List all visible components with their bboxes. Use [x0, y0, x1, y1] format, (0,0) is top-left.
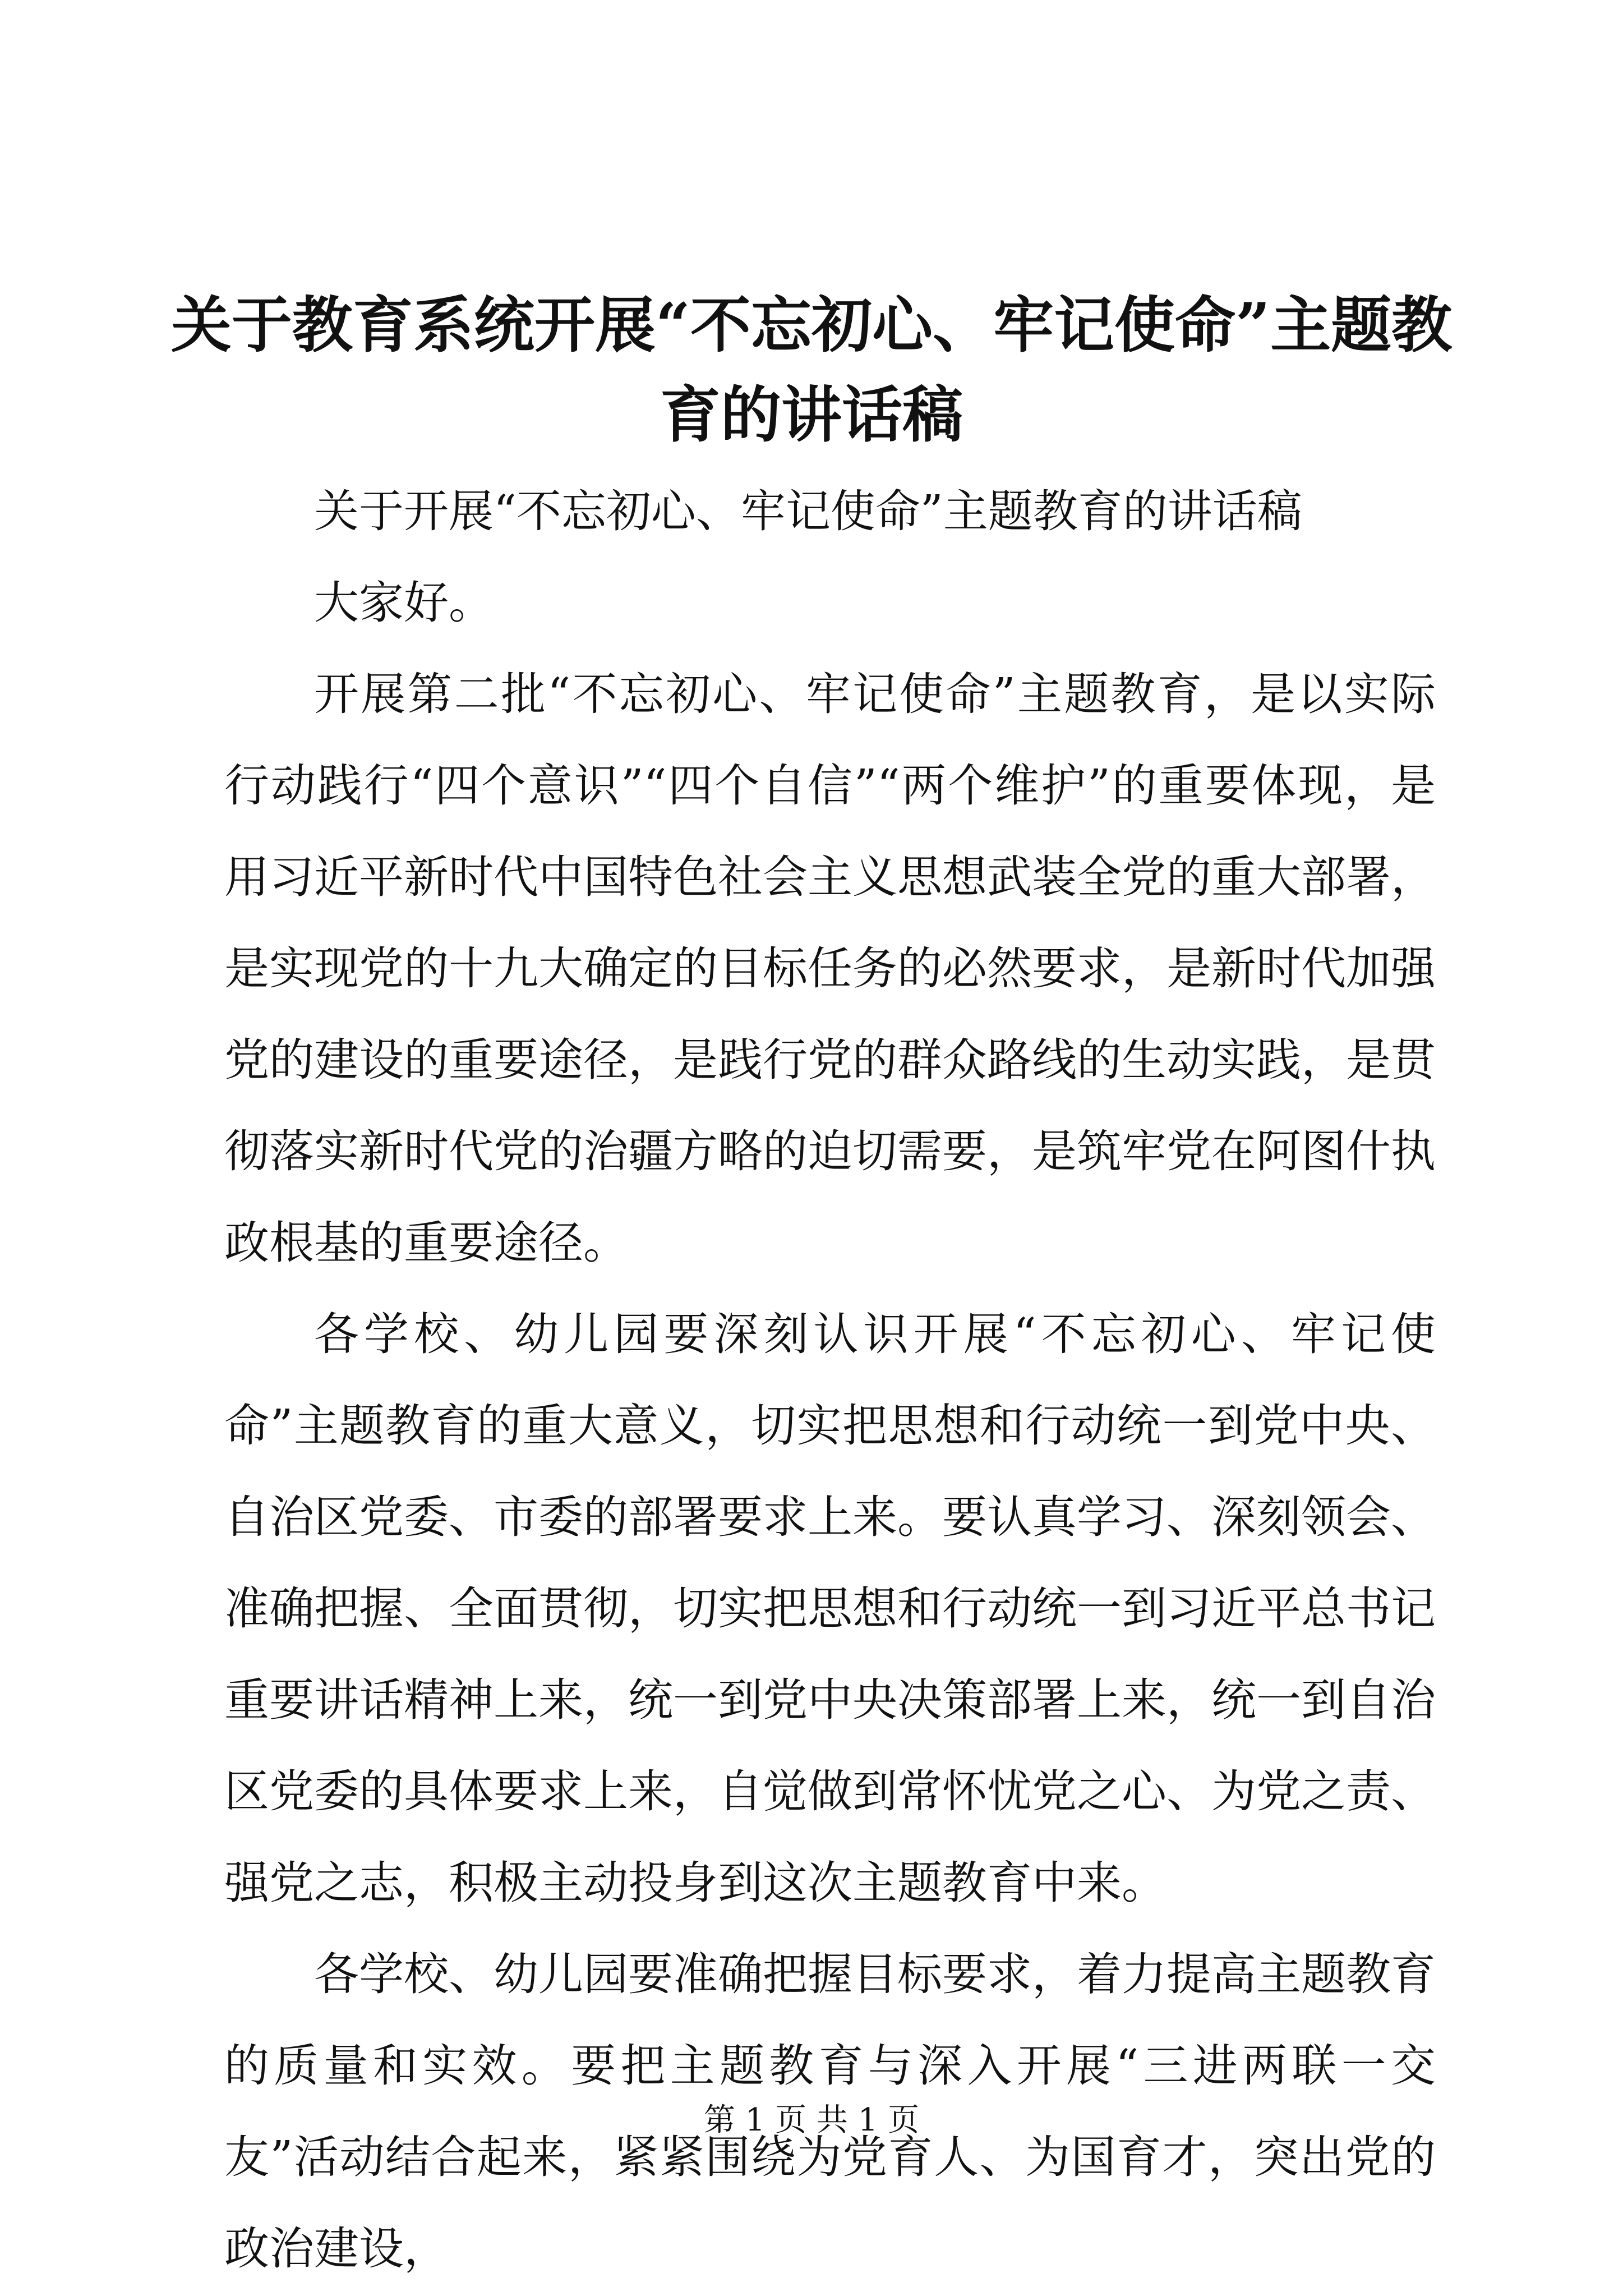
- document-body: [224, 466, 1436, 2294]
- paragraph: 开展第二批“不忘初心、牢记使命”主题教育，是以实际行动践行“四个意识”“四个自信”“两个维护”的重要体现，是用习近平新时代中国特色社会主义思想武装全党的重大部署，是实现党的十九大确定的目标任务的必然要求，是新时代加强党的建设的重要途径，是践行党的群众路线的生动实践，是贯彻落实新时代党的治疆方略的迫切需要，是筑牢党在阿图什执政根基的重要途径。: [224, 668, 1436, 1269]
- paragraph: 各学校、幼儿园要深刻认识开展“不忘初心、牢记使命”主题教育的重大意义，切实把思想和行动统一到党中央、自治区党委、市委的部署要求上来。要认真学习、深刻领会、准确把握、全面贯彻，切实把思想和行动统一到习近平总书记重要讲话精神上来，统一到党中央决策部署上来，统一到自治区党委的具体要求上来，自觉做到常怀忧党之心、为党之责、强党之志，积极主动投身到这次主题教育中来。: [224, 1308, 1436, 1909]
- paragraph: 各学校、幼儿园要准确把握目标要求，着力提高主题教育的质量和实效。要把主题教育与深入开展“三进两联一交友”活动结合起来，紧紧围绕为党育人、为国育才，突出党的政治建设，: [224, 1948, 1436, 2275]
- page-number-footer: 第 1 页 共 1 页: [703, 2102, 920, 2138]
- paragraph-greeting: 大家好。: [314, 577, 494, 629]
- paragraph-subtitle: 关于开展“不忘初心、牢记使命”主题教育的讲话稿: [314, 485, 1302, 537]
- document-title: 关于教育系统开展“不忘初心、牢记使命”主题教育的讲话稿: [170, 290, 1453, 450]
